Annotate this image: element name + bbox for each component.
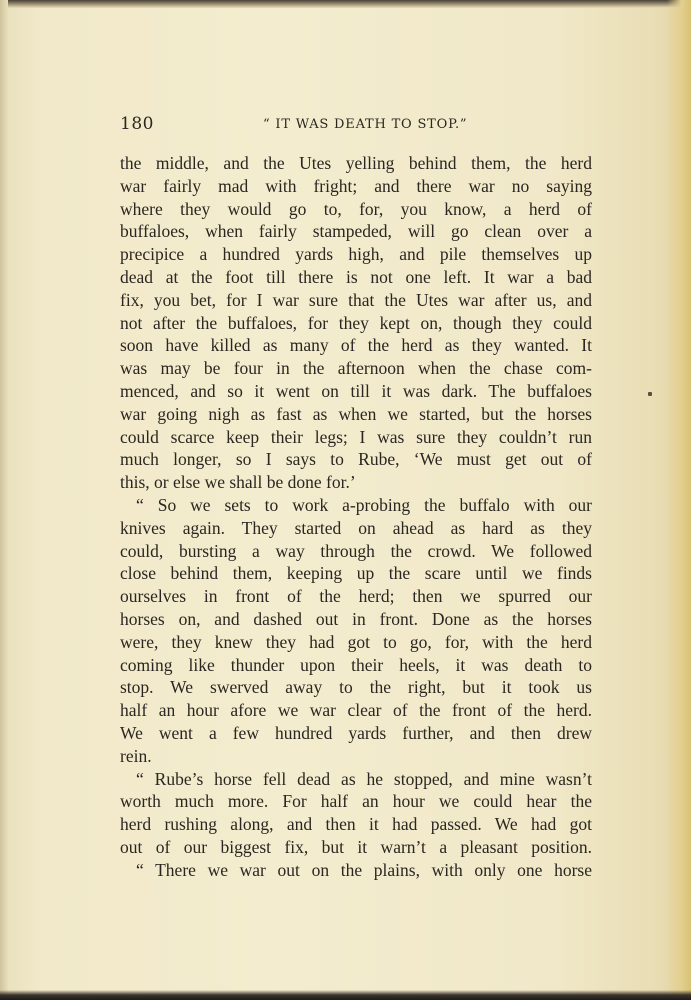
text-line: rein. (120, 745, 152, 766)
text-line: war fairly mad with fright; and there war no saying (120, 175, 592, 196)
text-line: buffaloes, when fairly stampeded, will go clean over a (120, 221, 592, 242)
margin-mark (648, 392, 652, 396)
text-line: “ Rube’s horse fell dead as he stopped, and mine wasn’t (136, 768, 592, 789)
text-line: soon have killed as many of the herd as they wanted. It (120, 335, 592, 356)
text-line: close behind them, keeping up the scare until we finds (120, 563, 592, 584)
text-line: much longer, so I says to Rube, ‘We must get out of (120, 449, 592, 470)
text-line: where they would go to, for, you know, a herd of (120, 198, 592, 219)
text-line: half an hour afore we war clear of the front of the herd. (120, 700, 592, 721)
text-line: could scarce keep their legs; I was sure they couldn’t run (120, 426, 592, 447)
text-line: stop. We swerved away to the right, but it took us (120, 677, 592, 698)
text-line: “ So we sets to work a-probing the buffalo with our (136, 494, 592, 515)
page-header (120, 114, 592, 138)
page-bottom-edge (0, 990, 691, 1000)
text-line: menced, and so it went on till it was dark. The buffaloes (120, 380, 592, 401)
text-line: worth much more. For half an hour we could hear the (120, 791, 592, 812)
text-line: not after the buffaloes, for they kept on, though they could (120, 312, 592, 333)
text-line: out of our biggest fix, but it warn’t a pleasant position. (120, 836, 592, 857)
text-line: “ There we war out on the plains, with only one horse (136, 859, 592, 880)
text-line: We went a few hundred yards further, and then drew (120, 722, 592, 743)
text-line: fix, you bet, for I war sure that the Utes war after us, and (120, 289, 592, 310)
text-line: the middle, and the Utes yelling behind them, the herd (120, 153, 592, 173)
page-right-edge (667, 0, 691, 1000)
text-line: horses on, and dashed out in front. Done as the horses (120, 608, 592, 629)
text-line: were, they knew they had got to go, for, with the herd (120, 631, 592, 652)
text-line: herd rushing along, and then it had passed. We had got (120, 814, 592, 835)
page-number: 180 (120, 114, 154, 134)
text-line: coming like thunder upon their heels, it was death to (120, 654, 592, 675)
text-line: ourselves in front of the herd; then we spurred our (120, 586, 592, 607)
page-top-edge (0, 0, 691, 8)
text-line: knives again. They started on ahead as hard as they (120, 517, 592, 538)
text-line: dead at the foot till there is not one left. It war a bad (120, 266, 592, 287)
text-line: this, or else we shall be done for.’ (120, 472, 356, 493)
text-line: precipice a hundred yards high, and pile themselves up (120, 244, 592, 265)
text-line: was may be four in the afternoon when the chase com- (120, 358, 592, 379)
text-line: could, bursting a way through the crowd. We followed (120, 540, 592, 561)
page-left-edge (0, 0, 8, 1000)
body-text (120, 152, 592, 882)
running-head: “ IT WAS DEATH TO STOP.” (263, 117, 468, 132)
text-line: war going nigh as fast as when we started, but the horses (120, 403, 592, 424)
